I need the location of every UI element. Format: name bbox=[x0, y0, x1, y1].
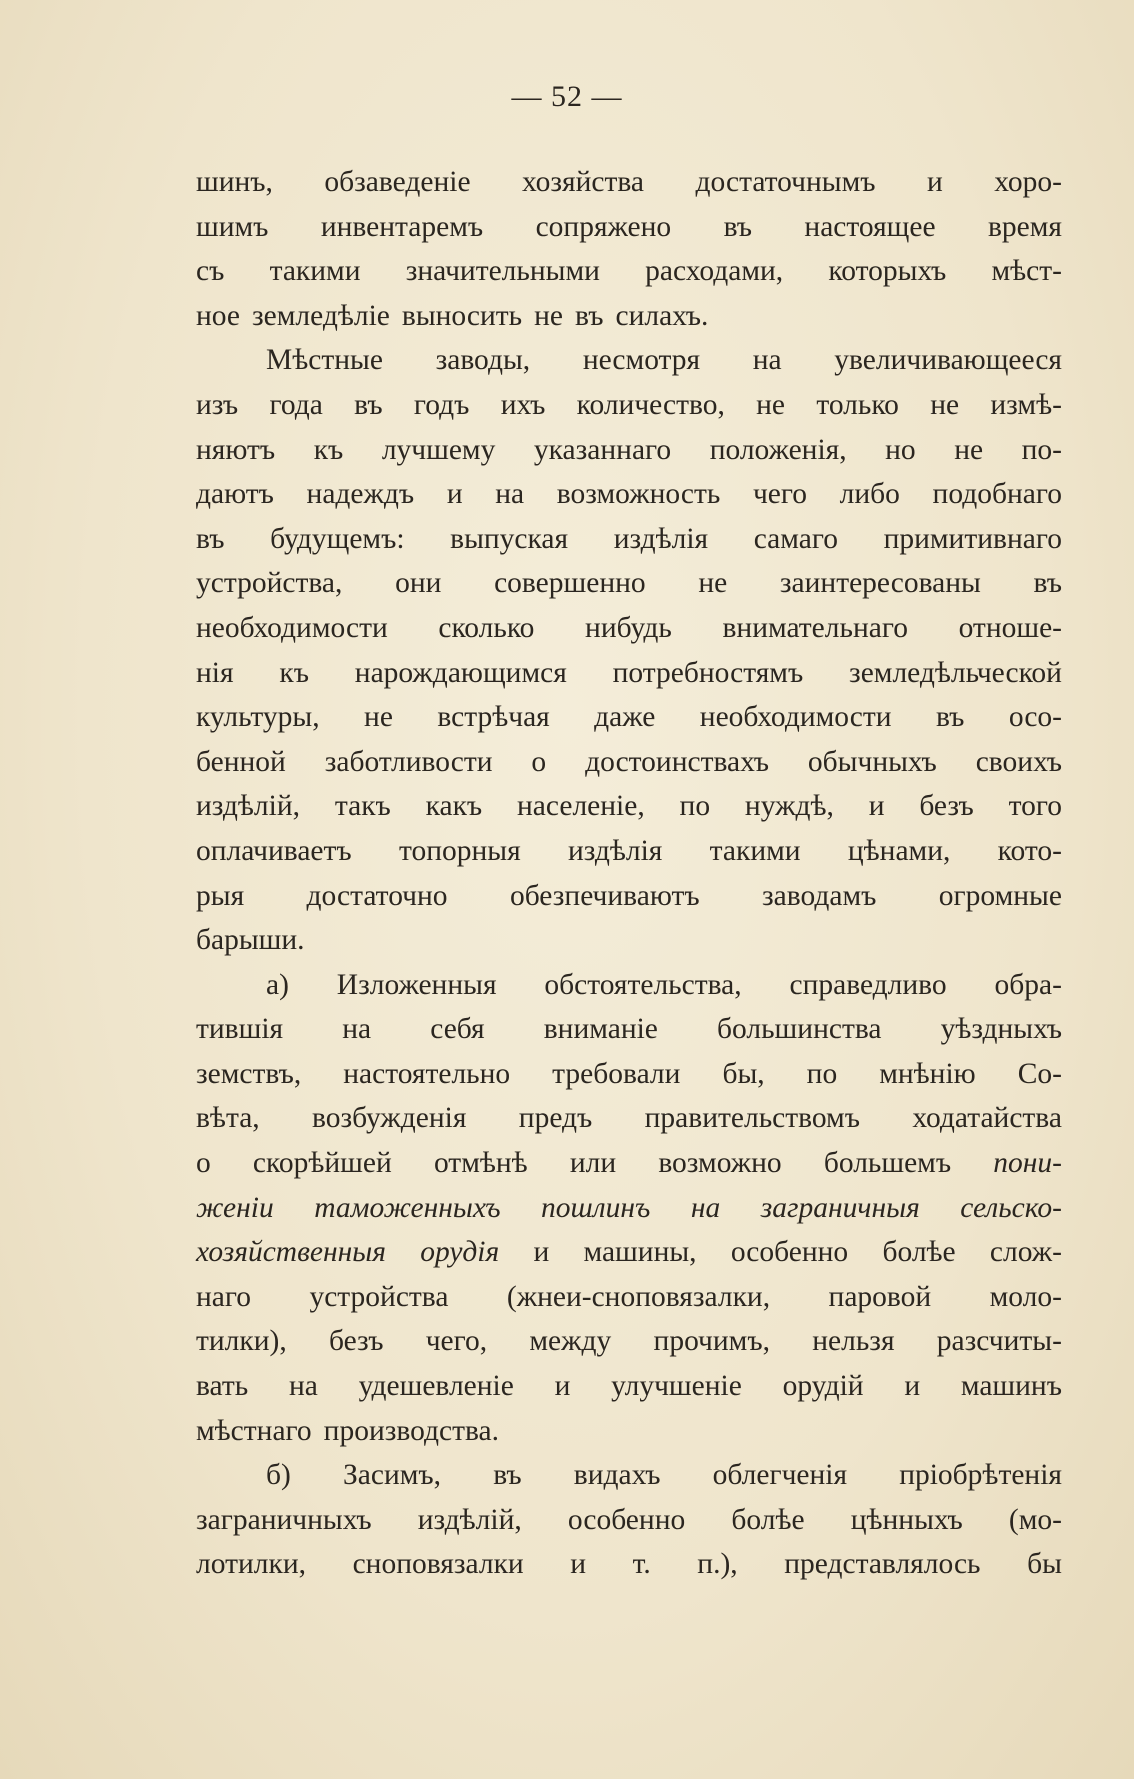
word: удешевленіе bbox=[358, 1370, 514, 1403]
word: и bbox=[927, 166, 943, 198]
text-line bbox=[196, 874, 1062, 919]
word: земледѣльческой bbox=[849, 656, 1062, 689]
text-line bbox=[196, 383, 1062, 428]
word: машины, bbox=[583, 1236, 697, 1269]
word: б) bbox=[266, 1459, 291, 1492]
word: земледѣліе bbox=[252, 299, 390, 332]
word: чего bbox=[752, 478, 807, 511]
word: выпуская bbox=[450, 522, 569, 555]
word: себя bbox=[430, 1013, 485, 1046]
text-line bbox=[196, 1186, 1062, 1231]
word: цѣнами, bbox=[847, 834, 951, 867]
word: (жнеи-сноповязалки, bbox=[506, 1280, 771, 1313]
word: не bbox=[698, 567, 728, 600]
word: ходатайства bbox=[912, 1102, 1062, 1135]
word: населеніе, bbox=[517, 790, 645, 823]
word: не bbox=[930, 388, 960, 421]
word: обезпечиваютъ bbox=[509, 879, 700, 912]
word: въ bbox=[575, 299, 604, 332]
word: безъ bbox=[328, 1325, 384, 1358]
text-line bbox=[196, 606, 1062, 651]
word: возможность bbox=[556, 478, 721, 511]
word: издѣлій, bbox=[417, 1503, 522, 1536]
word: примитивнаго bbox=[883, 522, 1062, 555]
word: либо bbox=[839, 478, 900, 511]
word: къ bbox=[313, 433, 344, 466]
text-line bbox=[196, 695, 1062, 740]
word: необходимости bbox=[699, 701, 892, 734]
word: особенно bbox=[730, 1236, 849, 1269]
word: улучшеніе bbox=[611, 1370, 742, 1403]
word: будущемъ: bbox=[270, 522, 405, 555]
word: измѣ- bbox=[990, 388, 1062, 421]
text-line bbox=[196, 517, 1062, 562]
word: на bbox=[288, 1370, 318, 1403]
text-line bbox=[196, 1453, 1062, 1498]
text-line bbox=[196, 1409, 1062, 1454]
word: женіи bbox=[196, 1191, 274, 1224]
word: на bbox=[690, 1191, 721, 1224]
word: не bbox=[954, 433, 984, 466]
word: заводамъ bbox=[762, 879, 877, 912]
text-line bbox=[196, 1052, 1062, 1097]
word: такими bbox=[269, 255, 361, 288]
word: совершенно bbox=[494, 567, 646, 600]
word: необходимости bbox=[196, 611, 388, 644]
word: паровой bbox=[828, 1280, 932, 1313]
text-line bbox=[196, 472, 1062, 517]
word: настоятельно bbox=[343, 1057, 511, 1090]
word: нельзя bbox=[812, 1325, 895, 1358]
text-line bbox=[196, 918, 1062, 963]
word: кото- bbox=[997, 834, 1062, 867]
word: подобнаго bbox=[932, 478, 1062, 511]
word: слож- bbox=[989, 1236, 1062, 1269]
word: и bbox=[446, 478, 463, 511]
word: такъ bbox=[334, 790, 391, 823]
word: правительствомъ bbox=[644, 1102, 860, 1135]
word: своихъ bbox=[975, 745, 1062, 778]
text-line bbox=[196, 740, 1062, 785]
text-line bbox=[196, 963, 1062, 1008]
text-line bbox=[196, 1007, 1062, 1052]
word: заводы, bbox=[435, 344, 531, 377]
text-line bbox=[196, 1141, 1062, 1186]
word: видахъ bbox=[573, 1459, 661, 1492]
word: съ bbox=[196, 255, 225, 288]
word: и bbox=[533, 1236, 550, 1269]
word: какъ bbox=[425, 790, 483, 823]
text-line bbox=[196, 1275, 1062, 1320]
word: большинства bbox=[717, 1013, 882, 1046]
word: въ bbox=[493, 1459, 522, 1492]
word: бы bbox=[1027, 1548, 1062, 1581]
word: и bbox=[868, 790, 885, 823]
word: болѣе bbox=[882, 1236, 956, 1269]
word: скорѣйшей bbox=[252, 1147, 392, 1180]
word: къ bbox=[279, 656, 309, 689]
word: и bbox=[570, 1548, 587, 1581]
word: нарождающимся bbox=[354, 656, 567, 689]
word: облегченія bbox=[712, 1459, 848, 1492]
word: заботливости bbox=[324, 745, 493, 778]
word: оплачиваетъ bbox=[196, 834, 352, 867]
word: возможно bbox=[658, 1147, 782, 1180]
word: того bbox=[1008, 790, 1062, 823]
text-line bbox=[196, 784, 1062, 829]
text-line bbox=[196, 205, 1062, 250]
word: бенной bbox=[196, 745, 286, 778]
word: пошлинъ bbox=[541, 1191, 651, 1224]
word: на bbox=[752, 344, 782, 377]
word: орудій bbox=[782, 1370, 864, 1403]
word: заинтересованы bbox=[779, 567, 981, 600]
text-line bbox=[196, 1230, 1062, 1275]
word: они bbox=[395, 567, 442, 600]
word: издѣлій, bbox=[196, 790, 301, 823]
word: надеждъ bbox=[306, 478, 415, 511]
word: о bbox=[196, 1147, 211, 1180]
text-line bbox=[196, 1542, 1062, 1587]
word: тившія bbox=[196, 1013, 284, 1046]
word: наго bbox=[196, 1280, 251, 1313]
word: достаточнымъ bbox=[695, 166, 876, 198]
word: пріобрѣтенія bbox=[899, 1459, 1062, 1492]
text-line bbox=[196, 1319, 1062, 1364]
word: болѣе bbox=[731, 1503, 805, 1536]
text-line bbox=[196, 1498, 1062, 1543]
word: хозяйства bbox=[522, 166, 645, 198]
word: барыши. bbox=[196, 924, 305, 957]
word: положенія, bbox=[709, 433, 847, 466]
word: издѣлія bbox=[567, 834, 663, 867]
word: мѣстнаго bbox=[196, 1414, 312, 1447]
word: даже bbox=[594, 701, 656, 734]
text-line bbox=[196, 294, 1062, 339]
word: заграничныя bbox=[760, 1191, 920, 1224]
word: пони- bbox=[993, 1147, 1062, 1180]
word: несмотря bbox=[582, 344, 701, 377]
word: не bbox=[364, 701, 393, 734]
word: между bbox=[529, 1325, 612, 1358]
word: нибудь bbox=[585, 611, 672, 644]
word: хозяйственныя bbox=[196, 1236, 386, 1269]
word: земствъ, bbox=[196, 1057, 302, 1090]
word: и bbox=[904, 1370, 921, 1403]
word: обра- bbox=[994, 968, 1062, 1001]
word: устройства bbox=[309, 1280, 449, 1313]
word: указаннаго bbox=[533, 433, 672, 466]
word: на bbox=[495, 478, 525, 511]
word: Со- bbox=[1017, 1057, 1062, 1090]
word: вниманіе bbox=[543, 1013, 658, 1046]
word: предъ bbox=[518, 1102, 593, 1135]
word: производства. bbox=[323, 1414, 500, 1447]
word: няютъ bbox=[196, 433, 276, 466]
word: мнѣнію bbox=[879, 1057, 976, 1090]
word: возбужденія bbox=[312, 1102, 467, 1135]
text-line bbox=[196, 1096, 1062, 1141]
word: чего, bbox=[425, 1325, 488, 1358]
word: заграничныхъ bbox=[196, 1503, 372, 1536]
text-line bbox=[196, 561, 1062, 606]
word: бы, bbox=[722, 1057, 765, 1090]
word: увеличивающееся bbox=[834, 344, 1062, 377]
word: нія bbox=[196, 656, 234, 689]
word: культуры, bbox=[196, 701, 320, 734]
word: настоящее bbox=[804, 210, 936, 243]
word: внимательнаго bbox=[722, 611, 908, 644]
word: обзаведеніе bbox=[324, 166, 471, 198]
word: машинъ bbox=[960, 1370, 1062, 1403]
word: въ bbox=[935, 701, 965, 734]
word: рыя bbox=[196, 879, 245, 912]
body-text bbox=[196, 160, 1062, 1587]
word: нуждѣ, bbox=[744, 790, 834, 823]
word: въ bbox=[354, 388, 383, 421]
word: лучшему bbox=[381, 433, 496, 466]
word: значительными bbox=[405, 255, 600, 288]
word: въ bbox=[1033, 567, 1062, 600]
text-line bbox=[196, 651, 1062, 696]
word: ихъ bbox=[500, 388, 546, 421]
word: расходами, bbox=[645, 255, 784, 288]
word: издѣлія bbox=[613, 522, 709, 555]
word: сопряжено bbox=[535, 210, 672, 243]
word: уѣздныхъ bbox=[940, 1013, 1062, 1046]
word: особенно bbox=[567, 1503, 686, 1536]
word: тилки), bbox=[196, 1325, 287, 1358]
word: обстоятельства, bbox=[544, 968, 742, 1001]
word: (мо- bbox=[1008, 1503, 1062, 1536]
word: а) bbox=[266, 968, 289, 1001]
word: силахъ. bbox=[615, 299, 709, 332]
word: большемъ bbox=[823, 1147, 952, 1180]
word: сельско- bbox=[960, 1191, 1062, 1224]
word: разсчиты- bbox=[936, 1325, 1062, 1358]
word: таможенныхъ bbox=[314, 1191, 501, 1224]
word: Засимъ, bbox=[342, 1459, 442, 1492]
word: въ bbox=[723, 210, 753, 243]
word: осо- bbox=[1008, 701, 1062, 734]
word: время bbox=[987, 210, 1062, 243]
word: моло- bbox=[989, 1280, 1062, 1313]
text-line bbox=[196, 249, 1062, 294]
word: т. bbox=[632, 1548, 651, 1581]
word: устройства, bbox=[196, 567, 343, 600]
word: о bbox=[531, 745, 547, 778]
word: шинъ, bbox=[196, 166, 273, 198]
word: хоро- bbox=[994, 166, 1062, 198]
word: лотилки, bbox=[196, 1548, 306, 1581]
word: огромные bbox=[938, 879, 1062, 912]
word: обычныхъ bbox=[807, 745, 937, 778]
word: п.), bbox=[697, 1548, 738, 1581]
word: Мѣстные bbox=[266, 344, 383, 377]
word: отмѣнѣ bbox=[433, 1147, 528, 1180]
word: въ bbox=[196, 522, 225, 555]
word: прочимъ, bbox=[653, 1325, 770, 1358]
word: такими bbox=[709, 834, 801, 867]
word: по- bbox=[1021, 433, 1062, 466]
word: даютъ bbox=[196, 478, 274, 511]
word: топорныя bbox=[398, 834, 521, 867]
word: выносить bbox=[401, 299, 523, 332]
word: сноповязалки bbox=[352, 1548, 524, 1581]
word: вать bbox=[196, 1370, 249, 1403]
word: количество, bbox=[576, 388, 725, 421]
word: ное bbox=[196, 299, 240, 332]
word: на bbox=[342, 1013, 372, 1046]
word: орудія bbox=[420, 1236, 500, 1269]
word: потребностямъ bbox=[612, 656, 804, 689]
text-line bbox=[196, 428, 1062, 473]
word: только bbox=[816, 388, 899, 421]
word: или bbox=[569, 1147, 617, 1180]
word: безъ bbox=[919, 790, 974, 823]
word: справедливо bbox=[789, 968, 947, 1001]
word: не bbox=[756, 388, 786, 421]
word: вѣта, bbox=[196, 1102, 260, 1135]
word: достаточно bbox=[306, 879, 448, 912]
word: требовали bbox=[552, 1057, 681, 1090]
word: шимъ bbox=[196, 210, 269, 243]
word: встрѣчая bbox=[437, 701, 550, 734]
word: сколько bbox=[438, 611, 535, 644]
word: достоинствахъ bbox=[585, 745, 769, 778]
word: которыхъ bbox=[828, 255, 947, 288]
word: и bbox=[554, 1370, 571, 1403]
word: годъ bbox=[413, 388, 470, 421]
word: но bbox=[885, 433, 916, 466]
word: Изложенныя bbox=[336, 968, 497, 1001]
word: отноше- bbox=[958, 611, 1062, 644]
text-line bbox=[196, 160, 1062, 205]
word: самаго bbox=[753, 522, 838, 555]
word: по bbox=[679, 790, 711, 823]
text-line bbox=[196, 1364, 1062, 1409]
word: изъ bbox=[196, 388, 239, 421]
word: года bbox=[269, 388, 323, 421]
word: мѣст- bbox=[991, 255, 1062, 288]
word: инвентаремъ bbox=[320, 210, 484, 243]
word: представлялось bbox=[784, 1548, 981, 1581]
text-line bbox=[196, 829, 1062, 874]
word: по bbox=[806, 1057, 838, 1090]
word: цѣнныхъ bbox=[850, 1503, 963, 1536]
word: не bbox=[534, 299, 564, 332]
text-line bbox=[196, 338, 1062, 383]
page-number: — 52 — bbox=[511, 80, 623, 113]
